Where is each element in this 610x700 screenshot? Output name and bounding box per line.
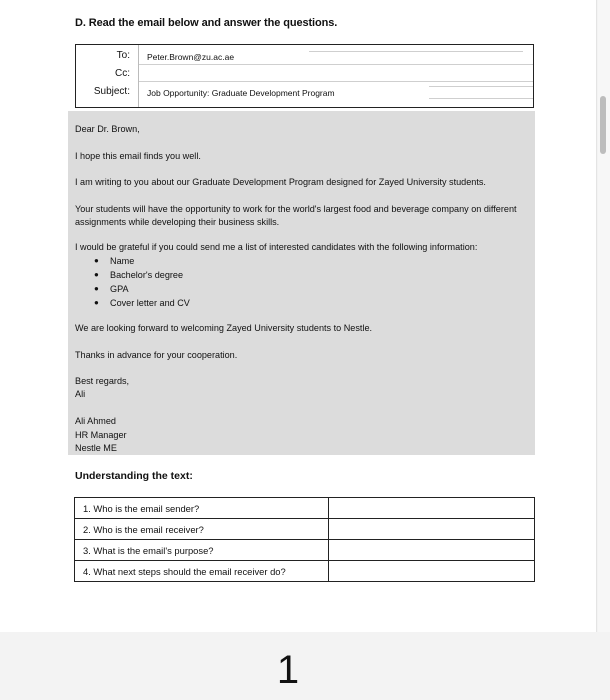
table-row [75, 498, 535, 519]
body-paragraph-3: Your students will have the opportunity to work for the world's largest food and beverage company on different assignments while developing their business skills. [75, 204, 517, 227]
list-item: GPA [110, 284, 129, 294]
question-cell: 2. Who is the email receiver? [75, 519, 329, 540]
body-paragraph-6: Thanks in advance for your cooperation. [75, 350, 238, 360]
email-body [68, 111, 535, 455]
answer-cell[interactable] [329, 540, 535, 561]
body-paragraph-4: I would be grateful if you could send me a list of interested candidates with the following information: [75, 242, 478, 252]
question-cell: 3. What is the email's purpose? [75, 540, 329, 561]
vertical-scrollbar[interactable] [598, 0, 610, 632]
to-field-line [309, 51, 523, 52]
cc-row-line [139, 81, 533, 82]
page-number: 1 [276, 648, 300, 692]
to-label: To: [116, 50, 130, 61]
question-cell: 1. Who is the email sender? [75, 498, 329, 519]
closing: Best regards, [75, 376, 130, 386]
table-row [75, 540, 535, 561]
body-paragraph-2: I am writing to you about our Graduate Development Program designed for Zayed University students. [75, 177, 486, 187]
answer-cell[interactable] [329, 519, 535, 540]
bullet-icon: ● [94, 298, 99, 307]
question-cell: 4. What next steps should the email receiver do? [75, 561, 329, 582]
list-item: Bachelor's degree [110, 270, 184, 280]
subject-value: Job Opportunity: Graduate Development Program [147, 88, 335, 98]
subject-label: Subject: [93, 86, 130, 97]
closing-name: Ali [75, 389, 86, 399]
answer-cell[interactable] [329, 498, 535, 519]
subject-field-line-2 [429, 98, 533, 99]
bullet-icon: ● [94, 284, 99, 293]
list-item: Name [110, 256, 135, 266]
answer-cell[interactable] [329, 561, 535, 582]
questions-table [74, 497, 535, 582]
table-row [75, 519, 535, 540]
email-header-box [75, 44, 534, 108]
table-row [75, 561, 535, 582]
scrollbar-thumb[interactable] [600, 96, 606, 154]
bullet-icon: ● [94, 256, 99, 265]
list-item: Cover letter and CV [110, 298, 190, 308]
greeting: Dear Dr. Brown, [75, 124, 140, 134]
to-row-line [139, 64, 533, 65]
to-value: Peter.Brown@zu.ac.ae [147, 52, 235, 62]
header-divider [138, 45, 139, 107]
bullet-icon: ● [94, 270, 99, 279]
understanding-title: Understanding the text: [75, 470, 193, 482]
section-title: D. Read the email below and answer the questions. [75, 17, 338, 29]
cc-label: Cc: [115, 68, 130, 79]
body-paragraph-1: I hope this email finds you well. [75, 151, 201, 161]
signature-name: Ali Ahmed [75, 416, 116, 426]
subject-field-line [429, 86, 533, 87]
signature-company: Nestle ME [75, 443, 117, 453]
signature-title: HR Manager [75, 430, 127, 440]
body-paragraph-5: We are looking forward to welcoming Zayed University students to Nestle. [75, 323, 373, 333]
